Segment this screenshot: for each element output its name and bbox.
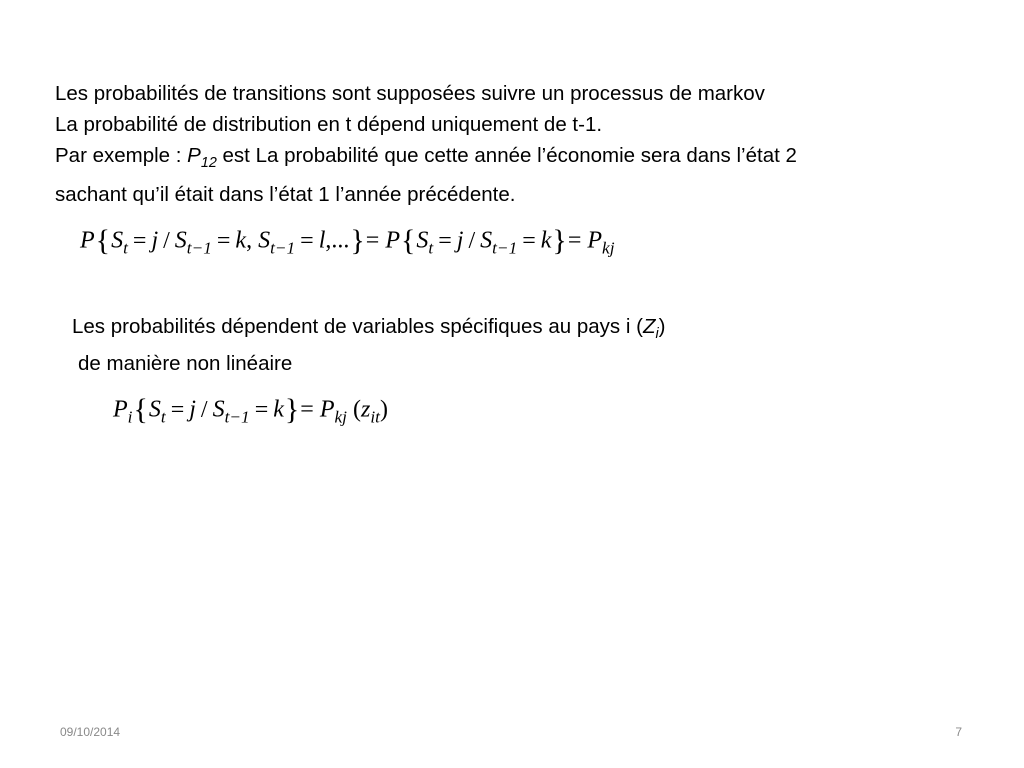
f1-s2-sub: t−1: [186, 238, 212, 258]
f1-k1: k: [235, 227, 247, 254]
f1-s4: S: [416, 227, 429, 254]
f1-l1: l: [318, 227, 326, 254]
f1-eq3: =: [300, 227, 314, 254]
dependence-line-1-before: Les probabilités dépendent de variables spécifiques au pays i (: [72, 315, 643, 338]
page-number: 7: [955, 725, 962, 739]
f1-p3: P: [587, 227, 603, 254]
dependence-line-1: [72, 312, 972, 349]
dependence-line-1-after: ): [658, 315, 666, 338]
dependence-text: [72, 312, 972, 379]
f1-dots: ,...: [325, 227, 350, 254]
f2-j: j: [189, 396, 196, 423]
f1-s5-sub: t−1: [492, 238, 518, 258]
intro-line-2: La probabilité de distribution en t dépend uniquement de t-1.: [55, 113, 603, 136]
f1-s1-sub: t: [123, 238, 128, 258]
f1-s1: S: [111, 227, 124, 254]
f2-p2: P: [319, 396, 335, 423]
p12-symbol: [187, 144, 217, 172]
f2-p1: P: [113, 396, 128, 423]
f2-rparen: ): [379, 396, 388, 423]
intro-line-3: [55, 140, 1005, 179]
intro-text: [55, 78, 1005, 210]
f1-eq5: =: [438, 227, 452, 254]
f2-p1-sub: i: [127, 407, 133, 427]
intro-line-4: sachant qu’il était dans l’état 1 l’année précédente.: [55, 183, 516, 207]
p12-symbol-letter: P: [187, 144, 201, 167]
f1-p3-sub: kj: [602, 238, 615, 258]
zi-symbol-letter: Z: [642, 315, 656, 338]
f2-z-sub: it: [370, 407, 380, 427]
f1-j2: j: [456, 227, 464, 254]
f1-s3: S: [258, 227, 271, 254]
f1-s2: S: [174, 227, 187, 254]
intro-line-3-after: est La probabilité que cette année l’économie sera dans l’état 2: [216, 144, 797, 167]
f1-eq7: =: [567, 227, 582, 254]
f2-s1: S: [148, 396, 161, 423]
f1-eq2: =: [216, 227, 231, 254]
dependence-line-2: de manière non linéaire: [78, 352, 293, 376]
p12-symbol-subscript: 12: [200, 155, 217, 172]
f2-s1-sub: t: [160, 407, 166, 427]
f1-lbrace2: {: [401, 224, 416, 257]
f2-lbrace: {: [133, 393, 148, 426]
f1-s4-sub: t: [428, 238, 434, 258]
f1-eq1: =: [132, 227, 147, 254]
f1-slash1: /: [163, 227, 170, 254]
f2-slash: /: [200, 396, 208, 423]
f2-eq1: =: [170, 396, 185, 423]
f1-lbrace1: {: [95, 224, 111, 257]
country-probability-formula: [113, 395, 388, 426]
f1-s3-sub: t−1: [270, 238, 296, 258]
intro-line-1: Les probabilités de transitions sont supposées suivre un processus de markov: [55, 82, 765, 105]
f1-slash2: /: [468, 227, 476, 254]
f1-p1: P: [80, 227, 95, 254]
zi-symbol-subscript: i: [655, 326, 659, 343]
intro-line-3-before: Par exemple :: [55, 144, 188, 167]
transition-probability-formula: [80, 226, 615, 257]
f2-s2: S: [212, 396, 225, 423]
f1-eq6: =: [522, 227, 536, 254]
f2-eq3: =: [300, 396, 314, 423]
f1-eq4: =: [365, 227, 380, 254]
f1-rbrace1: }: [350, 224, 365, 257]
f1-k2: k: [540, 227, 552, 254]
f2-lparen: (: [352, 396, 361, 423]
f2-rbrace: }: [284, 393, 300, 426]
f1-rbrace2: }: [552, 224, 567, 257]
f1-p2: P: [385, 227, 401, 254]
f1-s5: S: [480, 227, 493, 254]
zi-symbol: [642, 315, 659, 343]
f2-p2-sub: kj: [334, 407, 347, 427]
footer-date: 09/10/2014: [60, 725, 121, 739]
f2-s2-sub: t−1: [224, 407, 250, 427]
f2-z: z: [360, 396, 371, 423]
f1-comma1: ,: [246, 227, 253, 254]
f2-k: k: [273, 396, 284, 423]
f1-j1: j: [151, 227, 159, 254]
f2-eq2: =: [254, 396, 269, 423]
